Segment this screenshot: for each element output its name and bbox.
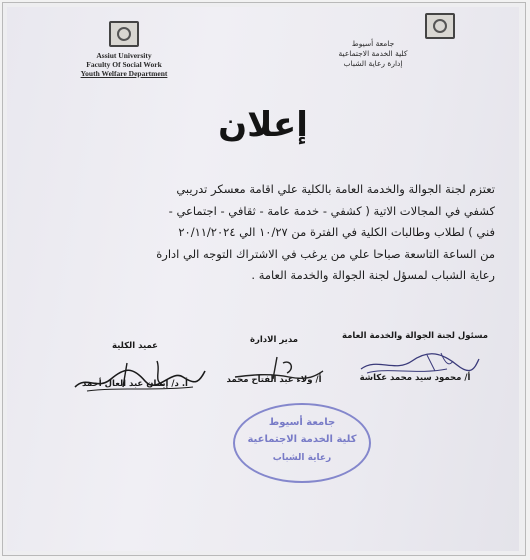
director-signature [229, 353, 327, 383]
stamp-line-1: جامعة أسيوط [268, 417, 336, 428]
committee-officer-title: مسئول لجنة الجوالة والخدمة العامة [341, 331, 489, 341]
dean-name: أ. د/ إيمان عبد العال أحمد [82, 379, 188, 389]
committee-officer-name: أ/ محمود سيد محمد عكاشة [359, 373, 471, 383]
faculty-stamp [233, 403, 371, 483]
dean-title: عميد الكلية [112, 341, 158, 351]
body-line-4: من الساعة التاسعة صباحا علي من يرغب في الاشتراك التوجه الي ادارة [156, 246, 495, 261]
dean-signature [67, 357, 209, 395]
english-letterhead [59, 51, 189, 78]
director-name: أ/ ولاء عبد الفتاح محمد [226, 375, 322, 385]
arabic-letterhead-line1: جامعة أسيوط [351, 39, 395, 48]
body-line-5: رعاية الشباب لمسؤل لجنة الجوالة والخدمة العامة . [251, 268, 495, 282]
document-frame [2, 2, 526, 556]
announcement-title: إعلان [218, 105, 308, 145]
english-letterhead-line1: Assiut University [96, 51, 152, 60]
faculty-logo [425, 13, 455, 39]
body-line-3: فني ) لطلاب وطالبات الكلية في الفترة من ١٠/٢٧ الي ٢٠/١١/٢٠٢٤ [178, 225, 495, 239]
arabic-letterhead-line3: إدارة رعاية الشباب [343, 59, 403, 68]
english-letterhead-line3: Youth Welfare Department [80, 69, 168, 78]
university-logo [109, 21, 139, 47]
stamp-line-3: رعاية الشباب [272, 453, 332, 463]
committee-officer-signature [357, 347, 482, 381]
arabic-letterhead [313, 39, 433, 69]
body-line-2: كشفي في المجالات الاتية ( كشفي - خدمة عامة - ثقافي - اجتماعي - [168, 203, 495, 218]
announcement-paper [7, 7, 519, 551]
director-title: مدير الادارة [249, 335, 299, 345]
english-letterhead-line2: Faculty Of Social Work [86, 60, 162, 69]
stamp-line-2: كلية الخدمة الاجتماعية [247, 434, 357, 445]
arabic-letterhead-line2: كلية الخدمة الاجتماعية [338, 49, 408, 58]
body-line-1: تعتزم لجنة الجوالة والخدمة العامة بالكلية علي اقامة معسكر تدريبي [176, 182, 495, 196]
announcement-body [63, 179, 495, 287]
